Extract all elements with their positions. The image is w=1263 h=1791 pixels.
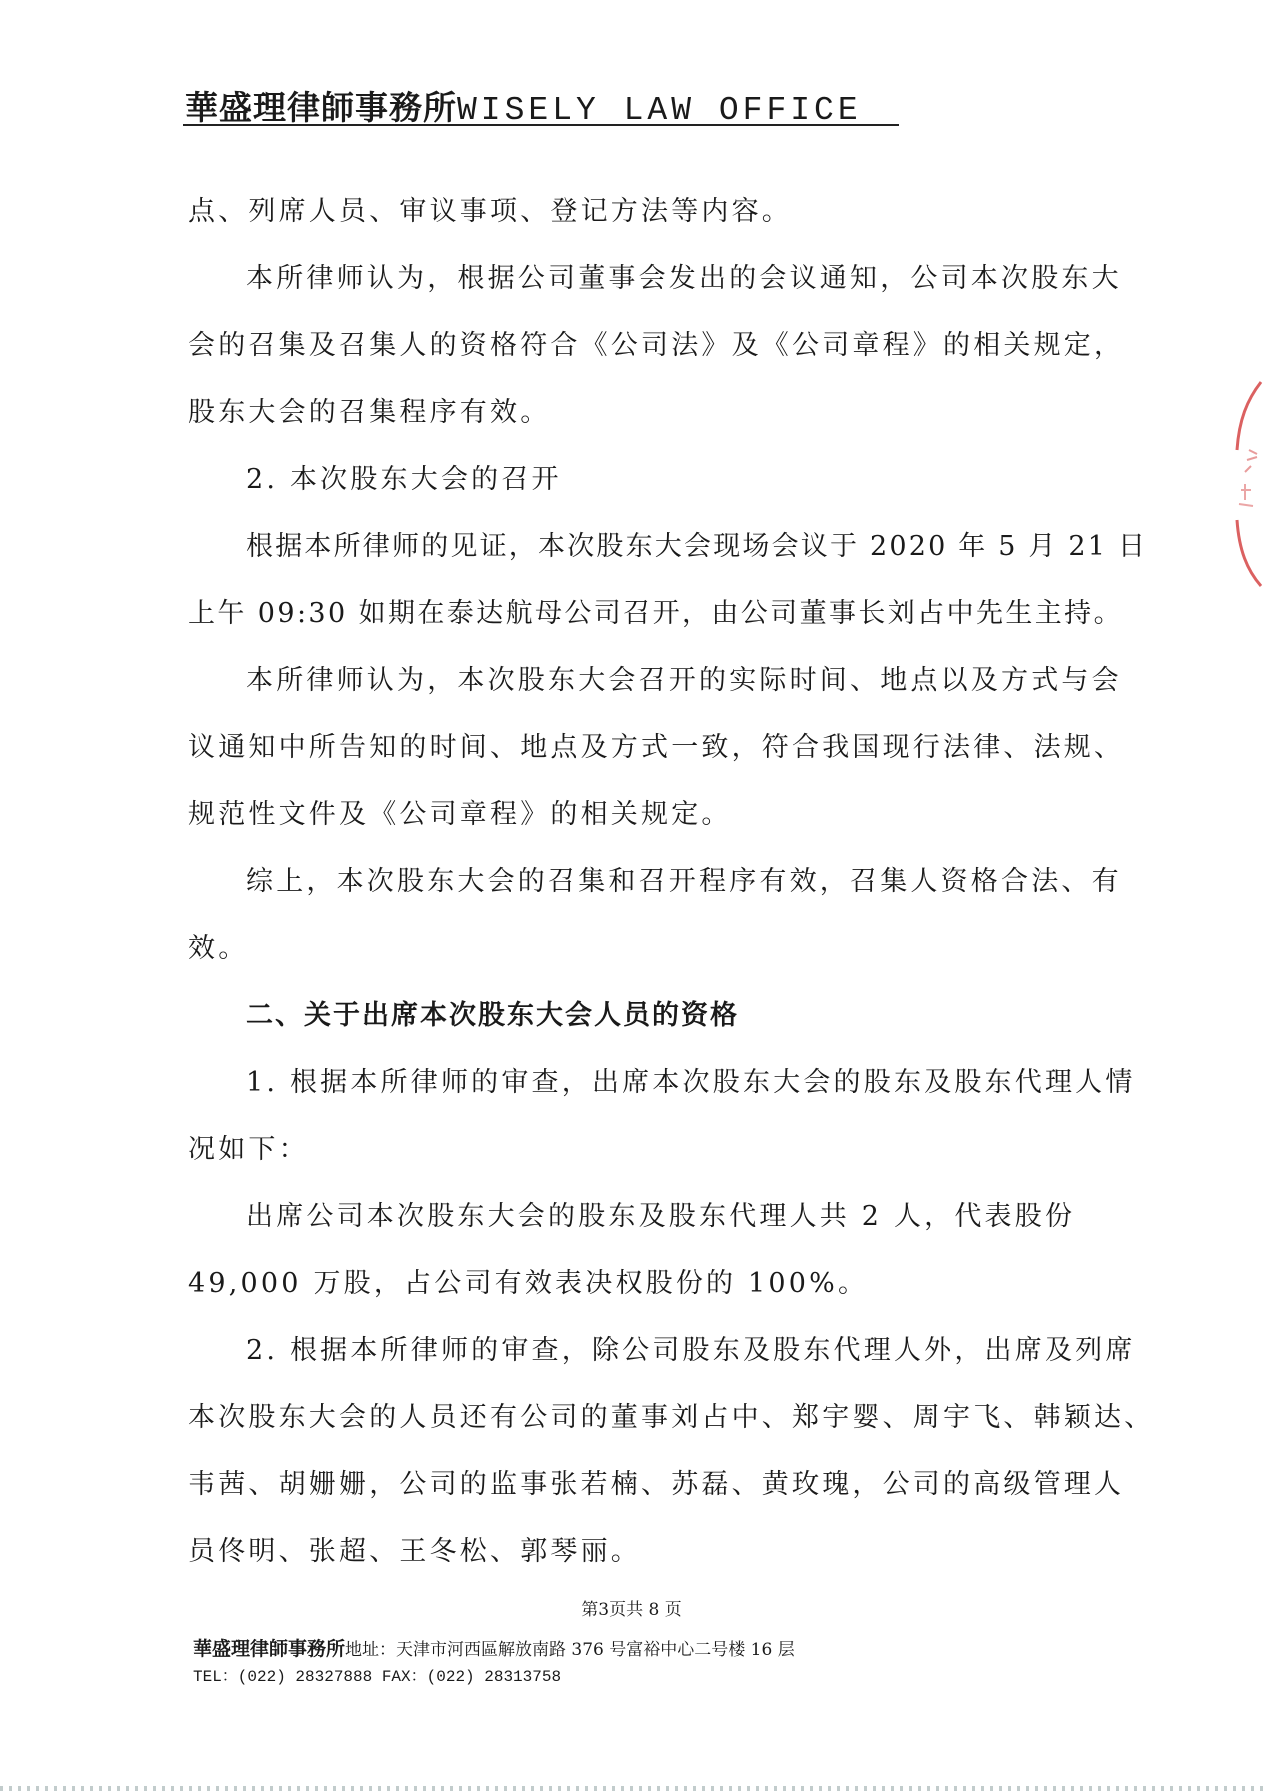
footer-address-text: 地址：天津市河西區解放南路 376 号富裕中心二号楼 16 层 (345, 1640, 795, 1660)
paragraph-line: 上午 09:30 如期在泰达航母公司召开，由公司董事长刘占中先生主持。 (188, 598, 1123, 629)
letterhead-firm-en: WISELY LAW OFFICE (457, 92, 862, 129)
footer-firm-name: 華盛理律師事務所 (193, 1638, 346, 1660)
paragraph-line: 本所律师认为，根据公司董事会发出的会议通知，公司本次股东大 (246, 263, 1122, 294)
paragraph-line: 效。 (188, 933, 249, 964)
paragraph-line: 2. 根据本所律师的审查，除公司股东及股东代理人外，出席及列席 (246, 1335, 1136, 1366)
header-rule (183, 124, 899, 126)
paragraph-line: 本所律师认为，本次股东大会召开的实际时间、地点以及方式与会 (246, 665, 1122, 696)
section-heading: 二、关于出席本次股东大会人员的资格 (246, 1000, 739, 1031)
footer-address (193, 1634, 795, 1661)
page-number: 第3页共 8 页 (581, 1600, 682, 1620)
paragraph-line: 员佟明、张超、王冬松、郭琴丽。 (188, 1536, 641, 1567)
paragraph-line: 况如下： (188, 1134, 309, 1165)
footer-tel-fax: TEL：(022) 28327888 FAX：(022) 28313758 (193, 1668, 562, 1686)
paragraph-line: 股东大会的召集程序有效。 (188, 397, 551, 428)
document-body (188, 178, 1155, 1585)
seal-stamp-edge-icon (1227, 380, 1263, 590)
paragraph-line: 49,000 万股，占公司有效表决权股份的 100%。 (188, 1268, 869, 1299)
paragraph-line: 根据本所律师的见证，本次股东大会现场会议于 2020 年 5 月 21 日 (246, 531, 1148, 562)
paragraph-line: 规范性文件及《公司章程》的相关规定。 (188, 799, 732, 830)
paragraph-line: 1. 根据本所律师的审查，出席本次股东大会的股东及股东代理人情 (246, 1067, 1136, 1098)
section-subheading: 2. 本次股东大会的召开 (246, 464, 562, 495)
paragraph-line: 点、列席人员、审议事项、登记方法等内容。 (188, 196, 792, 227)
scan-bottom-edge (0, 1786, 1263, 1791)
paragraph-line: 本次股东大会的人员还有公司的董事刘占中、郑宇婴、周宇飞、韩颖达、 (188, 1402, 1155, 1433)
paragraph-line: 韦茜、胡姗姗，公司的监事张若楠、苏磊、黄玫瑰，公司的高级管理人 (188, 1469, 1125, 1500)
paragraph-line: 综上，本次股东大会的召集和召开程序有效，召集人资格合法、有 (246, 866, 1122, 897)
paragraph-line: 会的召集及召集人的资格符合《公司法》及《公司章程》的相关规定， (188, 330, 1125, 361)
letterhead (185, 82, 862, 129)
letterhead-firm-cn: 華盛理律師事務所 (185, 88, 457, 127)
paragraph-line: 议通知中所告知的时间、地点及方式一致，符合我国现行法律、法规、 (188, 732, 1125, 763)
paragraph-line: 出席公司本次股东大会的股东及股东代理人共 2 人，代表股份 (246, 1201, 1076, 1232)
